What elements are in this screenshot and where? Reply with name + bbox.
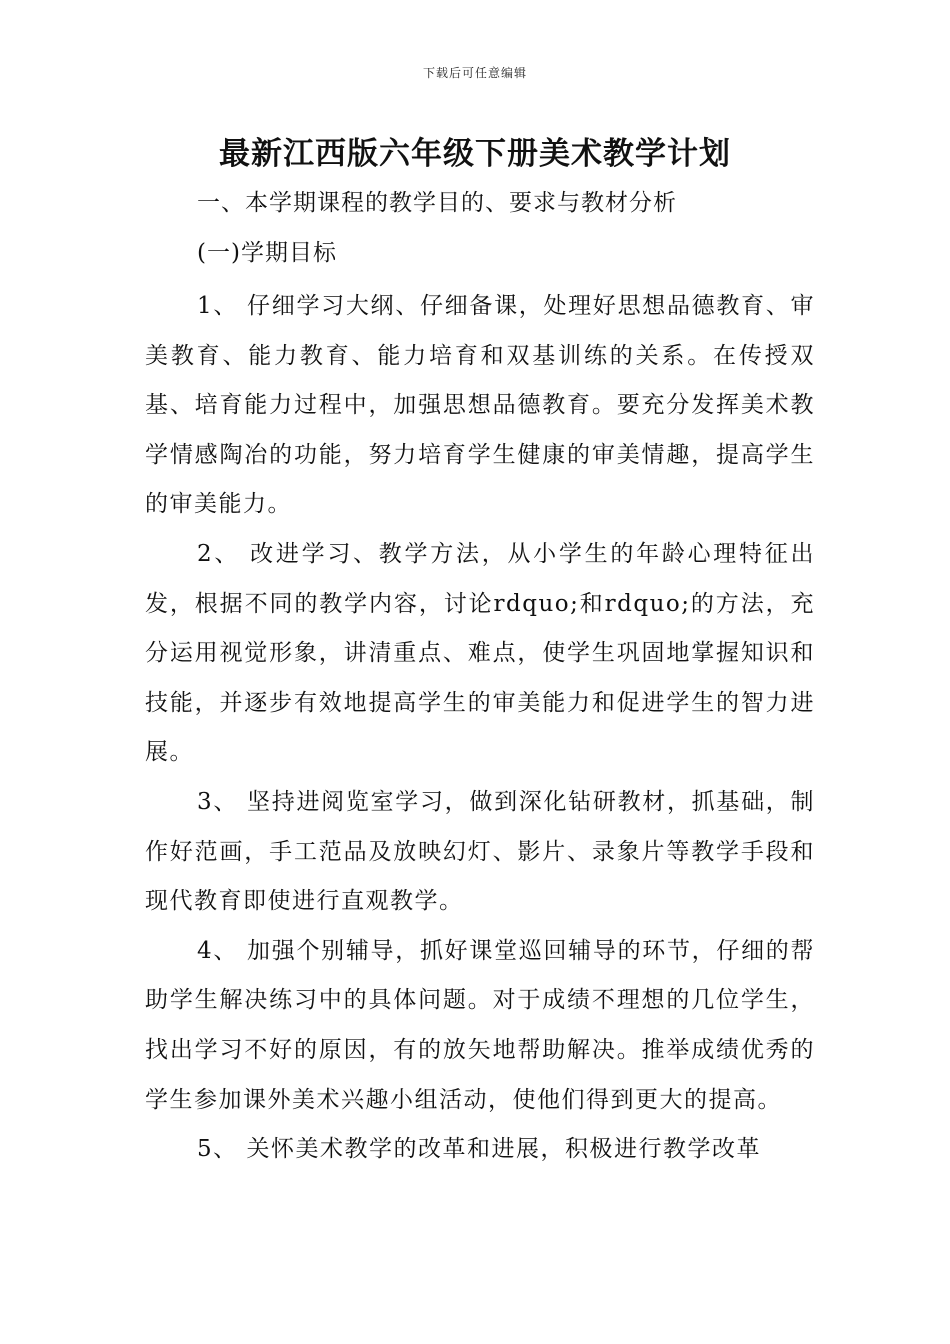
subsection-heading: (一)学期目标 bbox=[197, 240, 337, 266]
paragraph-1: 1、 仔细学习大纲、仔细备课，处理好思想品德教育、审美教育、能力教育、能力培育和双基训练的关系。在传授双基、培育能力过程中，加强思想品德教育。要充分发挥美术教学情感陶冶的功能，努力培育学生健康的审美情趣，提高学生的审美能力。 bbox=[145, 293, 815, 518]
paragraph-5: 5、 关怀美术教学的改革和进展，积极进行教学改革 bbox=[197, 1136, 761, 1163]
section-heading: 一、本学期课程的教学目的、要求与教材分析 bbox=[197, 190, 677, 216]
page-header-note: 下载后可任意编辑 bbox=[422, 66, 527, 80]
document-body bbox=[145, 282, 815, 1175]
paragraph-2: 2、 改进学习、教学方法，从小学生的年龄心理特征出发，根据不同的教学内容，讨论rdquo;和rdquo;的方法，充分运用视觉形象，讲清重点、难点，使学生巩固地掌握知识和技能，并逐步有效地提高学生的审美能力和促进学生的智力进展。 bbox=[145, 540, 815, 766]
paragraph-4: 4、 加强个别辅导，抓好课堂巡回辅导的环节，仔细的帮助学生解决练习中的具体问题。对于成绩不理想的几位学生，找出学习不好的原因，有的放矢地帮助解决。推举成绩优秀的学生参加课外美术兴趣小组活动，使他们得到更大的提高。 bbox=[145, 937, 815, 1113]
document-title: 最新江西版六年级下册美术教学计划 bbox=[219, 136, 731, 172]
paragraph-3: 3、 坚持进阅览室学习，做到深化钻研教材，抓基础，制作好范画，手工范品及放映幻灯、影片、录象片等教学手段和现代教育即使进行直观教学。 bbox=[145, 788, 815, 915]
